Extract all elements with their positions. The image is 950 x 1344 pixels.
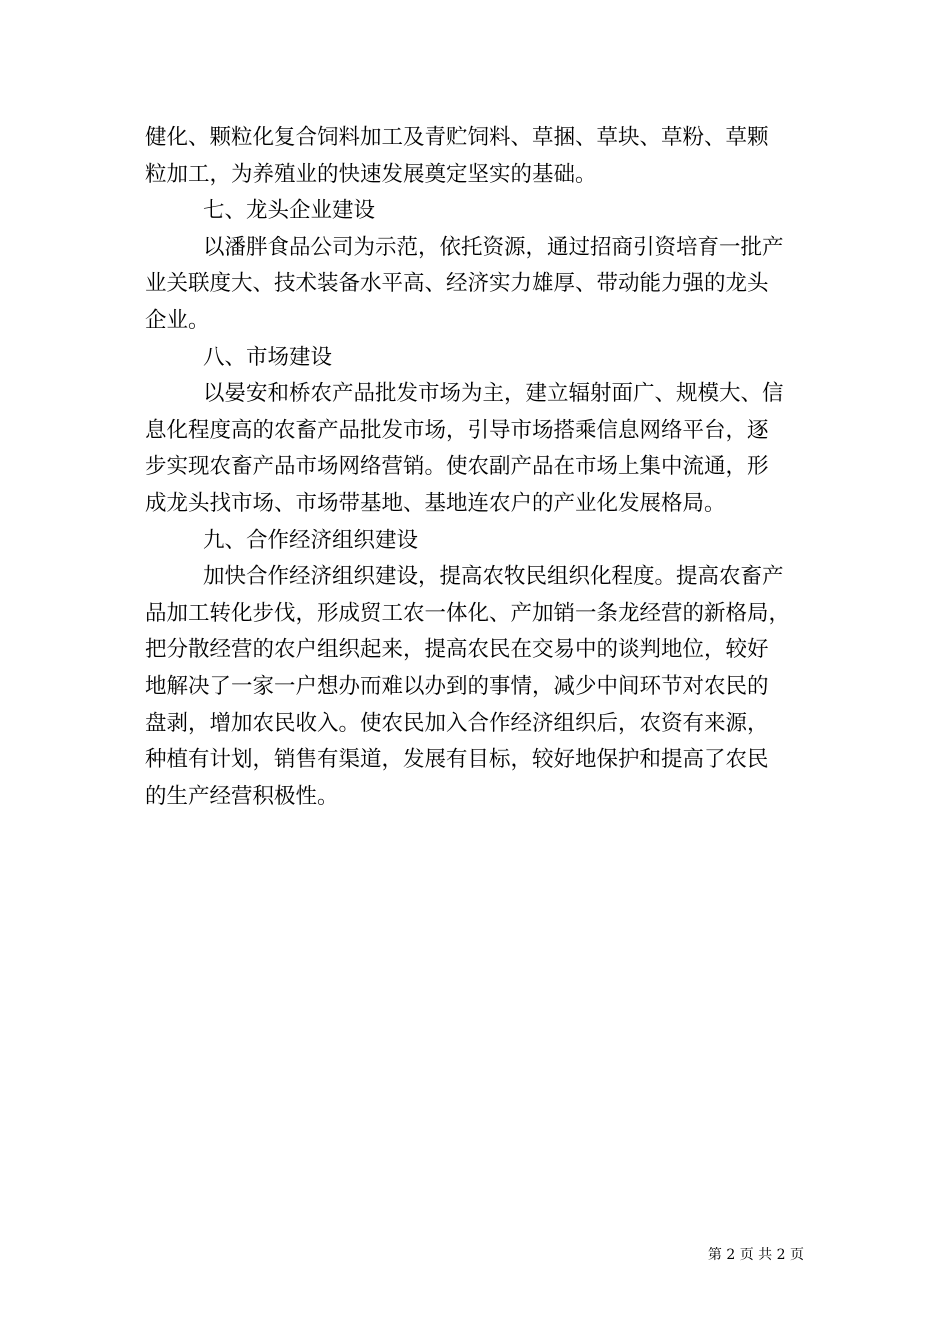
paragraph-line: 步实现农畜产品市场网络营销。使农副产品在市场上集中流通，形 (145, 454, 769, 480)
paragraph-line: 企业。 (145, 307, 210, 333)
paragraph-line: 把分散经营的农户组织起来，提高农民在交易中的谈判地位，较好 (145, 637, 769, 663)
paragraph-line: 以潘胖食品公司为示范，依托资源，通过招商引资培育一批产 (203, 234, 784, 260)
paragraph-line: 加快合作经济组织建设，提高农牧民组织化程度。提高农畜产 (203, 564, 784, 590)
paragraph-line: 以晏安和桥农产品批发市场为主，建立辐射面广、规模大、信 (203, 381, 784, 407)
paragraph-line: 种植有计划，销售有渠道，发展有目标，较好地保护和提高了农民 (145, 747, 769, 773)
paragraph-line: 的生产经营积极性。 (145, 783, 339, 809)
paragraph-line: 粒加工，为养殖业的快速发展奠定坚实的基础。 (145, 161, 597, 187)
document-body (145, 120, 807, 815)
paragraph-line: 业关联度大、技术装备水平高、经济实力雄厚、带动能力强的龙头 (145, 271, 769, 297)
paragraph-line: 地解决了一家一户想办而难以办到的事情，减少中间环节对农民的 (145, 673, 769, 699)
paragraph-line: 品加工转化步伐，形成贸工农一体化、产加销一条龙经营的新格局， (145, 600, 791, 626)
paragraph-line: 健化、颗粒化复合饲料加工及青贮饲料、草捆、草块、草粉、草颗 (145, 125, 769, 150)
page-number: 第 2 页 共 2 页 (707, 1247, 804, 1263)
paragraph-line: 成龙头找市场、市场带基地、基地连农户的产业化发展格局。 (145, 490, 726, 516)
paragraph-line: 息化程度高的农畜产品批发市场，引导市场搭乘信息网络平台，逐 (145, 417, 769, 443)
section-heading: 九、合作经济组织建设 (203, 527, 419, 553)
paragraph-line: 盘剥，增加农民收入。使农民加入合作经济组织后，农资有来源， (145, 710, 769, 736)
section-heading: 八、市场建设 (203, 344, 333, 370)
section-heading: 七、龙头企业建设 (203, 198, 376, 224)
